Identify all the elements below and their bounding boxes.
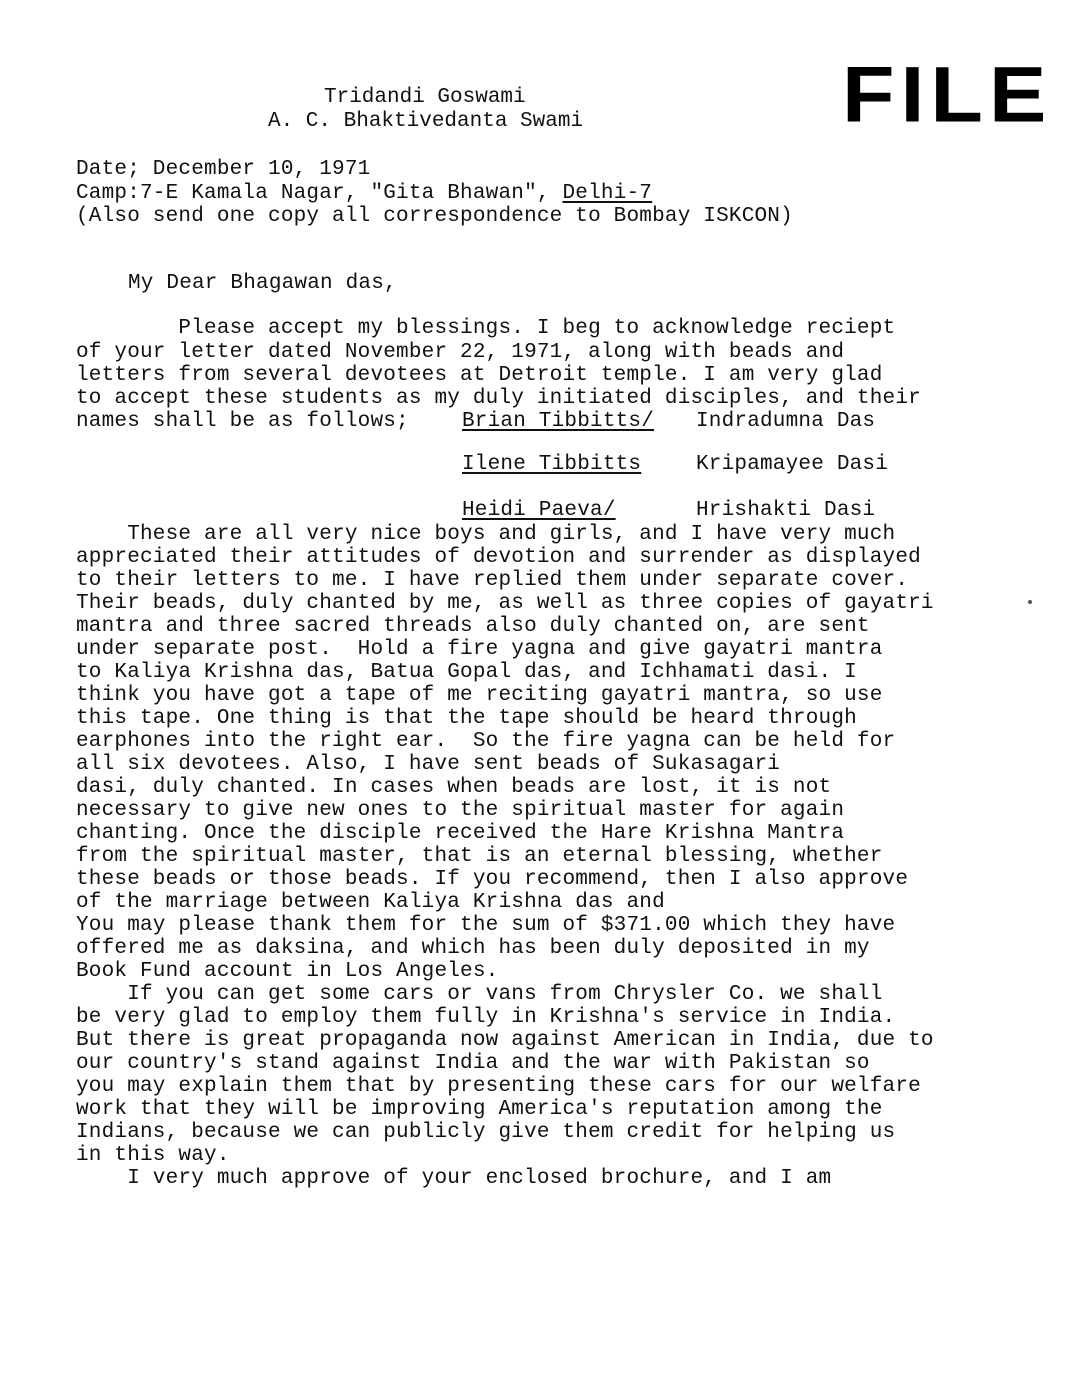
body-line: to their letters to me. I have replied them under separate cover. — [76, 569, 909, 592]
salutation: My Dear Bhagawan das, — [128, 272, 397, 295]
body-line: all six devotees. Also, I have sent beads of Sukasagari — [76, 753, 781, 776]
body-line: If you can get some cars or vans from Chrysler Co. we shall — [76, 983, 883, 1006]
body-line: Their beads, duly chanted by me, as well as three copies of gayatri — [76, 592, 934, 615]
body-line: of the marriage between Kaliya Krishna das and — [76, 891, 665, 914]
body-line: think you have got a tape of me reciting gayatri mantra, so use — [76, 684, 883, 707]
initiate-spiritual-name: Indradumna Das — [696, 410, 876, 433]
camp-address-city: Delhi-7 — [562, 182, 653, 205]
body-line: be very glad to employ them fully in Krishna's service in India. — [76, 1006, 896, 1029]
letterhead-title: Tridandi Goswami — [324, 86, 526, 109]
body-line: to Kaliya Krishna das, Batua Gopal das, and Ichhamati dasi. I — [76, 661, 857, 684]
body-line: these beads or those beads. If you recommend, then I also approve — [76, 868, 909, 891]
body-line: you may explain them that by presenting these cars for our welfare — [76, 1075, 921, 1098]
body-line: earphones into the right ear. So the fire yagna can be held for — [76, 730, 896, 753]
initiate-legal-name: Ilene Tibbitts — [462, 453, 642, 476]
body-line: this tape. One thing is that the tape should be heard through — [76, 707, 857, 730]
body-line: our country's stand against India and the war with Pakistan so — [76, 1052, 870, 1075]
body-line: in this way. — [76, 1144, 230, 1167]
initiate-legal-name: Brian Tibbitts/ — [462, 410, 655, 433]
body-line: chanting. Once the disciple received the Hare Krishna Mantra — [76, 822, 845, 845]
body-line: under separate post. Hold a fire yagna and give gayatri mantra — [76, 638, 883, 661]
body-line: names shall be as follows; — [76, 410, 409, 433]
body-line: These are all very nice boys and girls, and I have very much — [76, 523, 896, 546]
body-line: necessary to give new ones to the spiritual master for again — [76, 799, 845, 822]
camp-address-street: Camp:7-E Kamala Nagar, "Gita Bhawan", — [76, 182, 563, 205]
body-line: You may please thank them for the sum of $371.00 which they have — [76, 914, 896, 937]
body-line: dasi, duly chanted. In cases when beads are lost, it is not — [76, 776, 832, 799]
body-line: letters from several devotees at Detroit temple. I am very glad — [76, 364, 883, 387]
body-line: Indians, because we can publicly give them credit for helping us — [76, 1121, 896, 1144]
letterhead-name: A. C. Bhaktivedanta Swami — [268, 110, 584, 133]
body-line: appreciated their attitudes of devotion and surrender as displayed — [76, 546, 921, 569]
camp-address — [76, 182, 652, 206]
initiate-spiritual-name: Kripamayee Dasi — [696, 453, 889, 476]
letter-date: Date; December 10, 1971 — [76, 158, 371, 181]
scan-speck — [1028, 600, 1032, 604]
body-line: I very much approve of your enclosed brochure, and I am — [76, 1167, 832, 1190]
file-stamp: FILE — [842, 50, 1053, 139]
body-line: Book Fund account in Los Angeles. — [76, 960, 499, 983]
body-line: from the spiritual master, that is an eternal blessing, whether — [76, 845, 883, 868]
body-line: offered me as daksina, and which has been duly deposited in my — [76, 937, 870, 960]
initiate-legal-name: Heidi Paeva/ — [462, 499, 616, 522]
body-line: mantra and three sacred threads also duly chanted on, are sent — [76, 615, 870, 638]
body-line: of your letter dated November 22, 1971, along with beads and — [76, 341, 845, 364]
body-line: to accept these students as my duly initiated disciples, and their — [76, 387, 921, 410]
initiate-spiritual-name: Hrishakti Dasi — [696, 499, 876, 522]
body-line: work that they will be improving America's reputation among the — [76, 1098, 883, 1121]
body-line: Please accept my blessings. I beg to acknowledge reciept — [76, 317, 896, 340]
correspondence-note: (Also send one copy all correspondence to Bombay ISKCON) — [76, 205, 793, 228]
body-line: But there is great propaganda now against American in India, due to — [76, 1029, 934, 1052]
